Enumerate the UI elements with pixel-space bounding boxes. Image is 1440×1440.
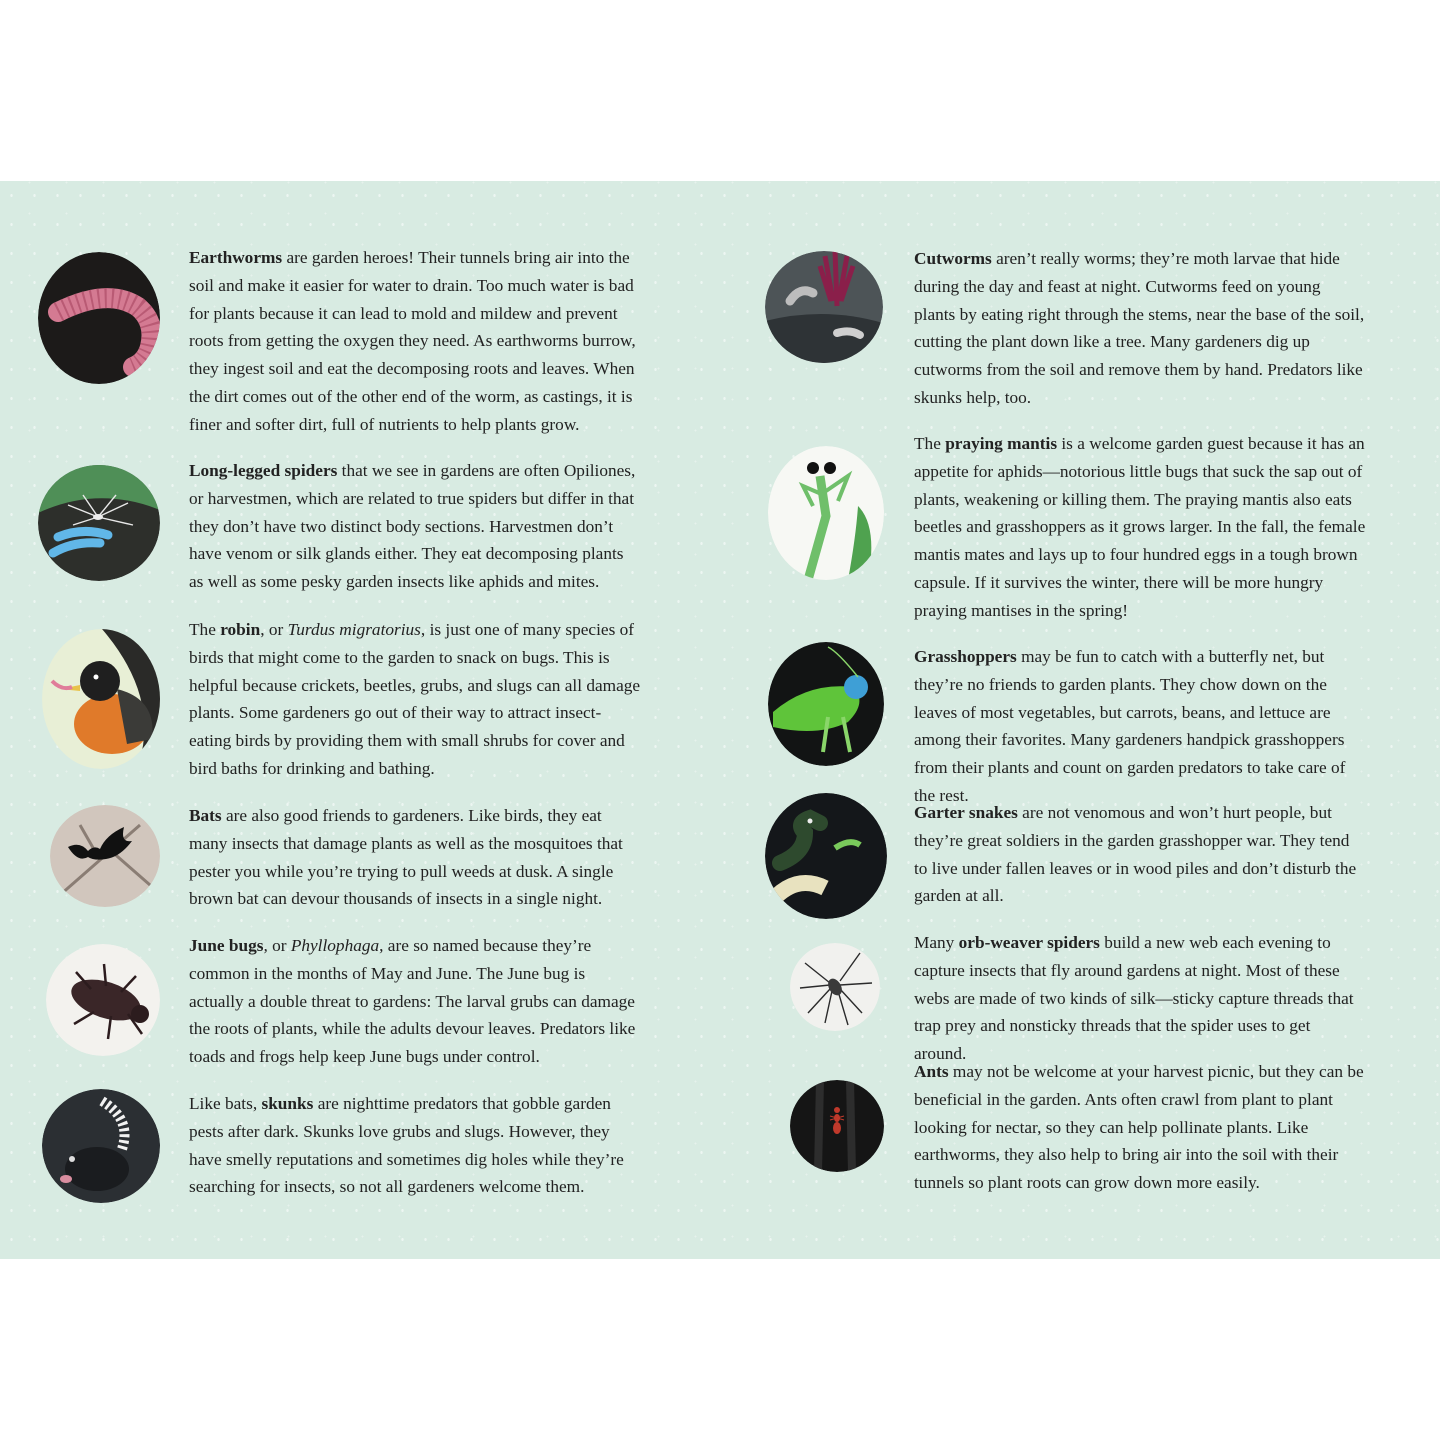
mantis-icon bbox=[768, 446, 884, 580]
entry-robin bbox=[189, 616, 641, 783]
bold-term: Cutworms bbox=[914, 249, 992, 268]
bold-term: Earthworms bbox=[189, 248, 283, 267]
bold-term: Garter snakes bbox=[914, 803, 1018, 822]
body-text: Like bats, bbox=[189, 1094, 262, 1113]
body-text: that we see in gardens are often Opiliones, or harvestmen, which are related to true spiders but differ in that they don’t have two distinct body sections. Harvestmen don’t have venom or silk glands either. They eat decomposing plants as well as some pesky garden insects like aphids and mites. bbox=[189, 461, 636, 592]
body-text: , are so named because they’re common in the months of May and June. The June bug is actually a double threat to gardens: The larval grubs can damage the roots of plants, while the adults devour leaves. Predators like toads and frogs help keep June bugs under control. bbox=[189, 936, 636, 1067]
body-text: aren’t really worms; they’re moth larvae that hide during the day and feast at night. Cutworms feed on young plants by eating right through the stems, near the base of the soil, cutting the plant down like a tree. Many gardeners dig up cutworms from the soil and remove them by hand. Predators like skunks help, too. bbox=[914, 249, 1365, 407]
entry-orb-weaver-spiders bbox=[914, 929, 1366, 1068]
bat-icon bbox=[50, 805, 160, 907]
orb-weaver-spider-icon bbox=[790, 943, 880, 1031]
body-text: , or bbox=[263, 936, 291, 955]
italic-term: Phyllophaga bbox=[290, 936, 380, 955]
garter-snake-icon bbox=[765, 793, 887, 919]
body-text: are also good friends to gardeners. Like birds, they eat many insects that damage plants as well as the mosquitoes that pester you while you’re trying to pull weeds at dusk. A single brown bat can devour thousands of insects in a single night. bbox=[189, 806, 623, 909]
body-text: are garden heroes! Their tunnels bring air into the soil and make it easier for water to drain. Too much water is bad for plants because it can lead to mold and mildew and prevent roots from getting the oxygen they need. As earthworms burrow, they ingest soil and eat the decomposing roots and leaves. When the dirt comes out of the other end of the worm, as castings, it is finer and softer dirt, full of nutrients to help plants grow. bbox=[189, 248, 636, 434]
bold-term: June bugs bbox=[189, 936, 264, 955]
body-text: may be fun to catch with a butterfly net, but they’re no friends to garden plants. They chow down on the leaves of most vegetables, but carrots, beans, and lettuce are among their favorites. Many gardeners handpick grasshoppers from their plants and count on garden predators to take care of the rest. bbox=[914, 647, 1346, 805]
bold-term: praying mantis bbox=[945, 434, 1058, 453]
body-text: The bbox=[189, 620, 221, 639]
entry-skunks bbox=[189, 1090, 641, 1201]
ant-icon bbox=[790, 1080, 884, 1172]
grasshopper-icon bbox=[768, 642, 884, 766]
bold-term: Grasshoppers bbox=[914, 647, 1017, 666]
robin-icon bbox=[42, 629, 160, 769]
entry-ants bbox=[914, 1058, 1366, 1197]
earthworm-icon bbox=[38, 252, 160, 384]
skunk-icon bbox=[42, 1089, 160, 1203]
bold-term: orb-weaver spiders bbox=[958, 933, 1100, 952]
body-text: may not be welcome at your harvest picnic, but they can be beneficial in the garden. Ants often crawl from plant to plant looking for nectar, so they can help pollinate plants. Like earthworms, they also help to bring air into the soil with their tunnels so plant roots can grow down more easily. bbox=[914, 1062, 1364, 1193]
body-text: Many bbox=[914, 933, 959, 952]
italic-term: Turdus migratorius bbox=[287, 620, 421, 639]
bold-term: skunks bbox=[261, 1094, 314, 1113]
body-text: , or bbox=[260, 620, 288, 639]
book-spread bbox=[0, 181, 1440, 1259]
body-text: build a new web each evening to capture insects that fly around gardens at night. Most of these webs are made of two kinds of silk—sticky capture threads that trap prey and nonsticky threads that the spider uses to get around. bbox=[914, 933, 1354, 1064]
entry-june-bugs bbox=[189, 932, 641, 1071]
entry-cutworms bbox=[914, 245, 1366, 412]
body-text: are nighttime predators that gobble garden pests after dark. Skunks love grubs and slugs. However, they have smelly reputations and sometimes dig holes while they’re searching for insects, so not all gardeners welcome them. bbox=[189, 1094, 624, 1197]
body-text: The bbox=[914, 434, 946, 453]
body-text: , is just one of many species of birds that might come to the garden to snack on bugs. This is helpful because crickets, beetles, grubs, and slugs can all damage plants. Some gardeners go out of their way to attract insect-eating birds by providing them with small shrubs for cover and bird baths for drinking and bathing. bbox=[189, 620, 641, 778]
entry-grasshoppers bbox=[914, 643, 1366, 810]
entry-praying-mantis bbox=[914, 430, 1366, 625]
entry-garter-snakes bbox=[914, 799, 1366, 910]
body-text: is a welcome garden guest because it has an appetite for aphids—notorious little bugs that suck the sap out of plants, weakening or killing them. The praying mantis also eats beetles and grasshoppers as it grows larger. In the fall, the female mantis mates and lays up to four hundred eggs in a tough brown capsule. If it survives the winter, there will be more hungry praying mantises in the spring! bbox=[914, 434, 1366, 620]
bold-term: Bats bbox=[189, 806, 222, 825]
bold-term: robin bbox=[220, 620, 261, 639]
entry-long-legged-spiders bbox=[189, 457, 641, 596]
entry-bats bbox=[189, 802, 641, 913]
june-bug-icon bbox=[46, 944, 160, 1056]
harvestman-icon bbox=[38, 465, 160, 581]
entry-earthworms bbox=[189, 244, 641, 439]
bold-term: Long-legged spiders bbox=[189, 461, 338, 480]
bold-term: Ants bbox=[914, 1062, 949, 1081]
body-text: are not venomous and won’t hurt people, but they’re great soldiers in the garden grasshopper war. They tend to live under fallen leaves or in wood piles and don’t disturb the garden at all. bbox=[914, 803, 1357, 906]
cutworm-icon bbox=[765, 251, 883, 363]
